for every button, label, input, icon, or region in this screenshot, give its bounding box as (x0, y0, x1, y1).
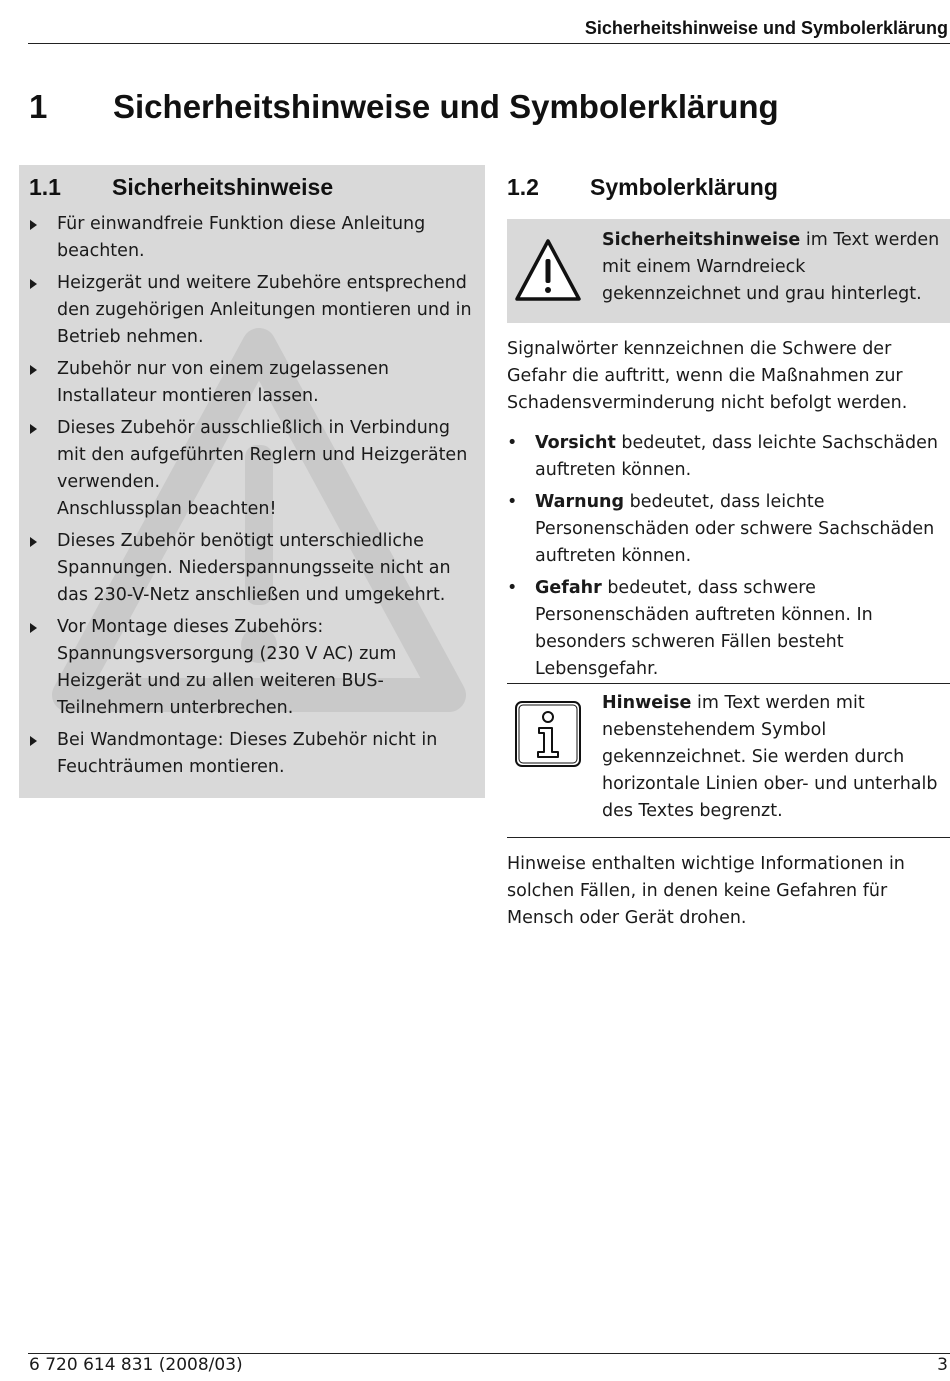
section-heading-1-2 (507, 174, 778, 201)
chapter-number: 1 (29, 88, 48, 125)
list-item: Dieses Zubehör ausschließlich in Verbindung mit den aufgeführten Reglern und Heizgeräten verwenden. Anschlussplan beachten! (57, 415, 475, 523)
bullet-dot-icon: • (507, 433, 518, 453)
section-title: Symbolerklärung (590, 174, 778, 200)
list-item: • Warnung bedeutet, dass leichte Personenschäden oder schwere Sachschäden auftreten können. (507, 489, 950, 570)
signal-words-intro: Signalwörter kennzeichnen die Schwere der Gefahr die auftritt, wenn die Maßnahmen zur Schadensverminderung nicht befolgt werden. (507, 339, 908, 413)
list-item: • Vorsicht bedeutet, dass leichte Sachschäden auftreten können. (507, 430, 950, 484)
note-top-rule (507, 683, 950, 684)
footer-rule (28, 1353, 950, 1354)
bullet-triangle-icon (30, 623, 37, 633)
section-number: 1.1 (29, 174, 61, 200)
list-item: Für einwandfreie Funktion diese Anleitung beachten. (57, 211, 475, 265)
chapter-heading (29, 88, 779, 126)
running-header: Sicherheitshinweise und Symbolerklärung (584, 18, 948, 38)
section-number: 1.2 (507, 174, 539, 200)
safety-notes-box (19, 165, 485, 798)
bullet-triangle-icon (30, 424, 37, 434)
document-number: 6 720 614 831 (2008/03) (29, 1355, 243, 1375)
page-number: 3 (937, 1355, 948, 1375)
chapter-title: Sicherheitshinweise und Symbolerklärung (113, 88, 779, 125)
bullet-triangle-icon (30, 279, 37, 289)
warning-example-box (507, 219, 950, 323)
bullet-triangle-icon (30, 736, 37, 746)
list-item: • Gefahr bedeutet, dass schwere Personenschäden auftreten können. In besonders schweren Fällen besteht Lebensgefahr. (507, 575, 950, 683)
bullet-triangle-icon (30, 220, 37, 230)
list-item: Zubehör nur von einem zugelassenen Installateur montieren lassen. (57, 356, 475, 410)
info-icon (514, 700, 582, 768)
section-heading-1-1 (29, 174, 333, 201)
list-item: Bei Wandmontage: Dieses Zubehör nicht in Feuchträumen montieren. (57, 727, 475, 781)
section-title: Sicherheitshinweise (112, 174, 334, 200)
safety-list (57, 211, 475, 786)
bullet-dot-icon: • (507, 492, 518, 512)
header-rule (28, 43, 950, 44)
signal-words-list (507, 430, 950, 688)
list-item: Heizgerät und weitere Zubehöre entsprechend den zugehörigen Anleitungen montieren und in Betrieb nehmen. (57, 270, 475, 351)
notes-paragraph: Hinweise enthalten wichtige Informationen in solchen Fällen, in denen keine Gefahren für Mensch oder Gerät drohen. (507, 854, 905, 928)
list-item-extra: Anschlussplan beachten! (57, 499, 277, 519)
bullet-dot-icon: • (507, 578, 518, 598)
bullet-triangle-icon (30, 537, 37, 547)
bullet-triangle-icon (30, 365, 37, 375)
list-item: Dieses Zubehör benötigt unterschiedliche Spannungen. Niederspannungsseite nicht an das 230-V-Netz anschließen und umgekehrt. (57, 528, 475, 609)
list-item: Vor Montage dieses Zubehörs: Spannungsversorgung (230 V AC) zum Heizgerät und zu allen weiteren BUS-Teilnehmern unterbrechen. (57, 614, 475, 722)
note-bottom-rule (507, 837, 950, 838)
note-description: Hinweise im Text werden mit nebenstehendem Symbol gekennzeichnet. Sie werden durch horizontale Linien ober- und unterhalb des Textes begrenzt. (602, 693, 938, 821)
warning-description: Sicherheitshinweise im Text werden mit einem Warndreieck gekennzeichnet und grau hinterlegt. (602, 230, 940, 304)
warning-triangle-icon (513, 237, 583, 303)
